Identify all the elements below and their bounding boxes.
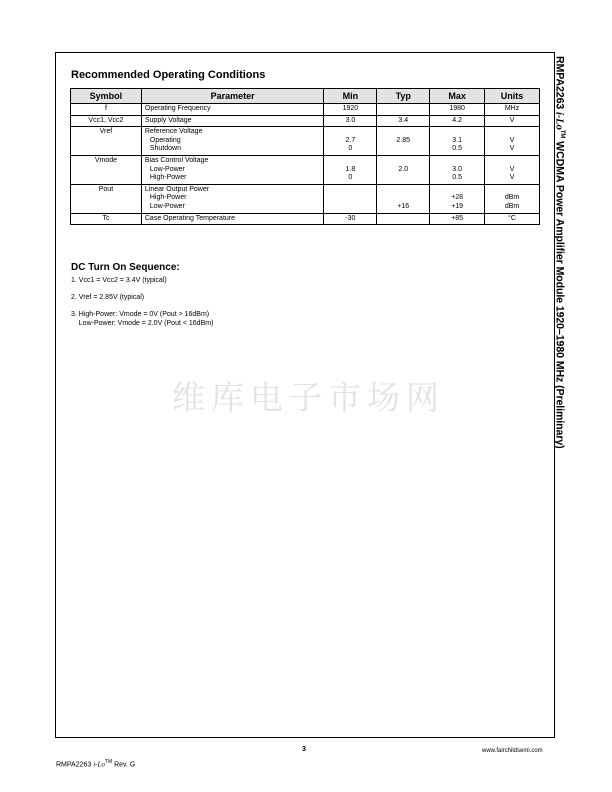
cell-typ	[377, 115, 430, 127]
cell-parameter-line: High-Power	[149, 174, 187, 182]
cell-parameter-line: Shutdown	[149, 145, 182, 153]
cell-symbol	[71, 127, 142, 156]
cell-parameter-line: Case Operating Temperature	[144, 214, 236, 222]
cell-typ	[377, 184, 430, 213]
cell-units-line: V	[509, 145, 515, 153]
cell-max-line: 3.1	[452, 136, 462, 144]
cell-min-line: 1.8	[345, 165, 356, 173]
cell-units-line: MHz	[504, 105, 520, 112]
footer-doc-rev	[56, 759, 135, 768]
recommended-title: Recommended Operating Conditions	[71, 69, 266, 81]
cell-typ-line: 3.4	[398, 116, 409, 124]
watermark: 维库电子市场网	[172, 378, 445, 417]
side-title-brand: i-Lo	[553, 112, 565, 130]
side-title-tm: TM	[559, 129, 565, 139]
cell-max-line: +28	[451, 194, 464, 202]
cell-symbol-text: Vcc1, Vcc2	[88, 116, 124, 124]
header-units: Units	[485, 89, 540, 104]
footer-part: RMPA2263	[56, 761, 92, 769]
cell-parameter-line: Operating	[149, 136, 181, 144]
operating-conditions-table	[70, 88, 540, 225]
cell-max	[430, 127, 485, 156]
cell-units-line: dBm	[504, 194, 520, 202]
cell-typ-line: 2.0	[398, 165, 409, 173]
cell-max	[430, 213, 485, 225]
table-body	[71, 104, 540, 225]
cell-max	[430, 155, 485, 184]
cell-typ-line	[380, 105, 426, 114]
cell-min-line	[327, 128, 373, 137]
cell-min-line	[327, 186, 373, 195]
cell-max-line: +85	[451, 214, 464, 222]
cell-parameter	[141, 155, 324, 184]
table-row	[71, 155, 540, 184]
cell-units-line: V	[509, 136, 515, 144]
cell-symbol	[71, 184, 142, 213]
cell-symbol-text: f	[104, 105, 107, 112]
cell-symbol-text: Pout	[98, 185, 114, 193]
cell-min	[324, 213, 377, 225]
side-title-rest: WCDMA Power Amplifier Module 1920–1980 MHz (Preliminary)	[553, 141, 566, 449]
cell-min-line: 0	[348, 174, 353, 182]
cell-max-line	[433, 128, 481, 137]
cell-max	[430, 184, 485, 213]
cell-units-line: V	[509, 116, 515, 124]
dc-step-2: 2. Vref = 2.85V (typical)	[71, 294, 145, 301]
side-title-part: RMPA2263	[553, 56, 566, 110]
cell-max	[430, 104, 485, 116]
cell-typ-line	[380, 186, 426, 195]
dc-sequence-title: DC Turn On Sequence:	[71, 262, 180, 273]
cell-units-line	[488, 128, 536, 137]
cell-parameter	[141, 127, 324, 156]
cell-typ-line	[380, 174, 426, 183]
table-row	[71, 115, 540, 127]
cell-units-line: V	[509, 174, 515, 182]
table-row	[71, 104, 540, 116]
cell-typ-line	[380, 157, 426, 166]
cell-units-line: dBm	[504, 202, 520, 210]
cell-parameter	[141, 115, 324, 127]
table-header-row	[71, 89, 540, 104]
cell-max-line: 3.0	[452, 165, 462, 173]
cell-units-line	[488, 157, 536, 166]
cell-min	[324, 155, 377, 184]
cell-parameter-line: Low-Power	[149, 165, 185, 173]
cell-min	[324, 104, 377, 116]
cell-units	[485, 115, 540, 127]
footer-brand: i-Lo	[93, 760, 105, 769]
header-max: Max	[430, 89, 485, 104]
cell-typ-line	[380, 128, 426, 137]
header-symbol: Symbol	[71, 89, 142, 104]
footer-tm: TM	[104, 759, 113, 765]
table-row	[71, 184, 540, 213]
cell-min	[324, 127, 377, 156]
page-number: 3	[302, 746, 306, 753]
cell-parameter-line: Operating Frequency	[144, 105, 211, 112]
footer-url: www.fairchildsemi.com	[482, 748, 543, 754]
cell-typ-line	[380, 194, 426, 203]
cell-max-line: 0.5	[452, 145, 462, 153]
cell-max-line	[433, 157, 481, 166]
table-row	[71, 127, 540, 156]
cell-typ-line	[380, 215, 426, 224]
cell-parameter-line: High-Power	[149, 194, 187, 202]
cell-symbol-text: Vref	[99, 128, 113, 136]
cell-symbol-text: Tc	[102, 214, 110, 222]
header-typ: Typ	[377, 89, 430, 104]
cell-min-line: 1920	[342, 105, 359, 112]
cell-parameter-line: Reference Voltage	[144, 128, 203, 136]
cell-min-line	[327, 157, 373, 166]
cell-max-line	[433, 186, 481, 195]
cell-symbol	[71, 213, 142, 225]
cell-units	[485, 213, 540, 225]
dc-step-3	[71, 311, 213, 328]
cell-symbol	[71, 104, 142, 116]
cell-min-line: -30	[345, 214, 356, 222]
cell-typ	[377, 104, 430, 116]
header-parameter: Parameter	[141, 89, 324, 104]
cell-units	[485, 184, 540, 213]
cell-parameter	[141, 213, 324, 225]
cell-max-line: +19	[451, 202, 464, 210]
cell-max	[430, 115, 485, 127]
cell-max-line: 4.2	[452, 116, 462, 124]
cell-min	[324, 115, 377, 127]
cell-parameter	[141, 184, 324, 213]
cell-units	[485, 155, 540, 184]
footer-rev: Rev. G	[114, 761, 136, 769]
cell-typ	[377, 155, 430, 184]
cell-symbol	[71, 115, 142, 127]
cell-symbol	[71, 155, 142, 184]
cell-min-line: 0	[348, 145, 353, 153]
cell-min-line	[327, 203, 373, 212]
cell-typ-line: 2.85	[396, 136, 411, 144]
cell-parameter-line: Bias Control Voltage	[144, 156, 209, 164]
cell-min-line: 3.0	[345, 116, 356, 124]
table-row	[71, 213, 540, 225]
cell-units-line	[488, 186, 536, 195]
cell-min	[324, 184, 377, 213]
cell-min-line	[327, 194, 373, 203]
cell-typ	[377, 127, 430, 156]
cell-typ-line	[380, 145, 426, 154]
cell-min-line: 2.7	[345, 136, 356, 144]
cell-symbol-text: Vmode	[94, 156, 118, 164]
side-title	[553, 56, 576, 736]
cell-max-line: 1980	[449, 105, 465, 112]
cell-parameter-line: Low-Power	[149, 202, 185, 210]
cell-parameter	[141, 104, 324, 116]
cell-units	[485, 127, 540, 156]
cell-units-line: V	[509, 165, 515, 173]
cell-units	[485, 104, 540, 116]
cell-typ-line: +16	[397, 202, 410, 210]
cell-units-line: °C	[508, 214, 516, 222]
cell-max-line: 0.5	[452, 174, 462, 182]
cell-typ	[377, 213, 430, 225]
dc-step-3-high: 3. High-Power: Vmode = 0V (Pout > 16dBm)	[71, 311, 210, 318]
cell-parameter-line: Supply Voltage	[144, 116, 192, 124]
dc-step-3-low: Low-Power: Vmode = 2.0V (Pout < 16dBm)	[71, 319, 214, 327]
header-min: Min	[324, 89, 377, 104]
dc-step-1: 1. Vcc1 = Vcc2 = 3.4V (typical)	[71, 277, 167, 284]
cell-parameter-line: Linear Output Power	[144, 185, 210, 193]
